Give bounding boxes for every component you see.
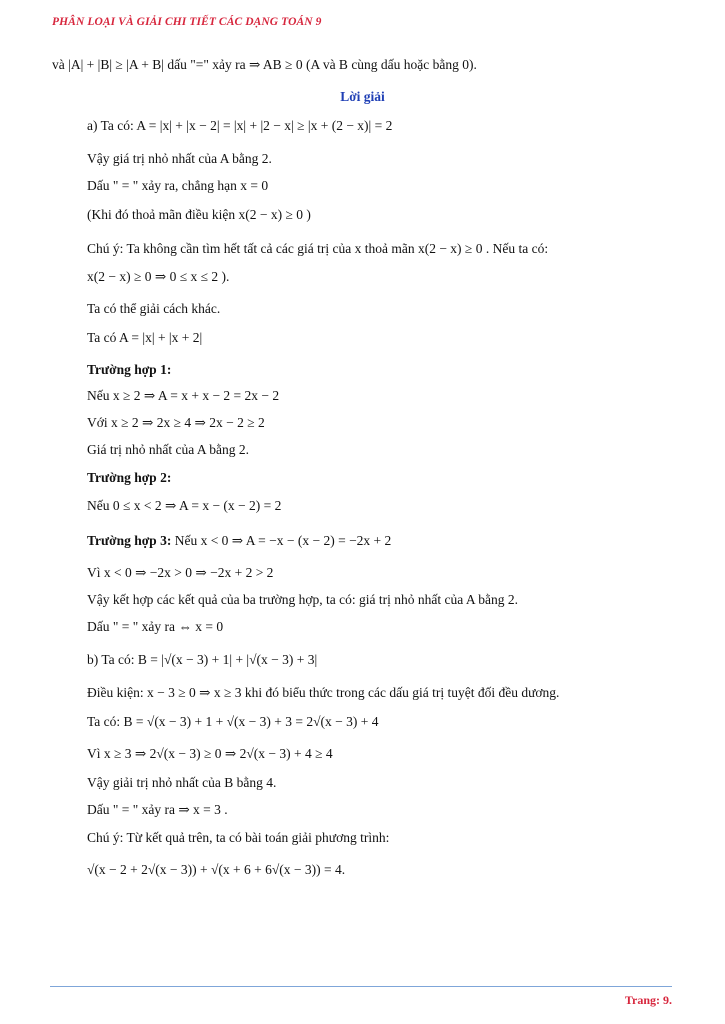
- case-heading: Trường hợp 1:: [87, 362, 172, 377]
- text-line: Dấu " = " xảy ra ⇔ x = 0: [87, 619, 224, 634]
- text-line: Nếu x ≥ 2 ⇒ A = x + x − 2 = 2x − 2: [87, 388, 280, 403]
- text-line: a) Ta có: A = |x| + |x − 2| = |x| + |2 − x| ≥ |x + (2 − x)| = 2: [87, 118, 393, 133]
- text-line: √(x − 2 + 2√(x − 3)) + √(x + 6 + 6√(x − 3)) = 4.: [87, 862, 346, 877]
- text-line: Vì x < 0 ⇒ −2x > 0 ⇒ −2x + 2 > 2: [87, 565, 274, 580]
- text-line: Dấu " = " xảy ra ⇒ x = 3 .: [87, 802, 228, 817]
- text-line: Vậy giá trị nhỏ nhất của A bằng 2.: [87, 151, 272, 166]
- text-line: (Khi đó thoả mãn điều kiện x(2 − x) ≥ 0 ): [87, 207, 311, 222]
- text-line: Giá trị nhỏ nhất của A bằng 2.: [87, 442, 249, 457]
- text-line: Chú ý: Ta không cần tìm hết tất cả các giá trị của x thoả mãn x(2 − x) ≥ 0 . Nếu ta có:: [87, 241, 549, 256]
- text-line: Vì x ≥ 3 ⇒ 2√(x − 3) ≥ 0 ⇒ 2√(x − 3) + 4 ≥ 4: [87, 746, 333, 761]
- section-title: Lời giải: [340, 89, 385, 104]
- text-line: Nếu x < 0 ⇒ A = −x − (x − 2) = −2x + 2: [174, 533, 392, 548]
- text-line: Ta có: B = √(x − 3) + 1 + √(x − 3) + 3 = 2√(x − 3) + 4: [87, 714, 379, 729]
- text-line: Điều kiện: x − 3 ≥ 0 ⇒ x ≥ 3 khi đó biểu thức trong các dấu giá trị tuyệt đối đều dương.: [87, 685, 560, 700]
- text-line: và |A| + |B| ≥ |A + B| dấu "=" xảy ra ⇒ AB ≥ 0 (A và B cùng dấu hoặc bằng 0).: [52, 57, 477, 72]
- text-line: Chú ý: Từ kết quả trên, ta có bài toán giải phương trình:: [87, 830, 390, 845]
- text-line: Vậy giải trị nhỏ nhất của B bằng 4.: [87, 775, 277, 790]
- case-3-line: [87, 533, 391, 549]
- text-line: x(2 − x) ≥ 0 ⇒ 0 ≤ x ≤ 2 ).: [87, 269, 230, 284]
- text-line: Với x ≥ 2 ⇒ 2x ≥ 4 ⇒ 2x − 2 ≥ 2: [87, 415, 265, 430]
- text-line: Nếu 0 ≤ x < 2 ⇒ A = x − (x − 2) = 2: [87, 498, 282, 513]
- text-line: Ta có thể giải cách khác.: [87, 301, 221, 316]
- page-header: PHÂN LOẠI VÀ GIẢI CHI TIẾT CÁC DẠNG TOÁN 9: [52, 16, 322, 28]
- text-line: b) Ta có: B = |√(x − 3) + 1| + |√(x − 3) + 3|: [87, 652, 318, 667]
- text-line: Dấu " = " xảy ra, chẳng hạn x = 0: [87, 178, 269, 193]
- case-heading: Trường hợp 2:: [87, 470, 172, 485]
- page-number: Trang: 9.: [624, 993, 672, 1007]
- text-line: Ta có A = |x| + |x + 2|: [87, 330, 203, 345]
- case-heading: Trường hợp 3:: [87, 533, 172, 548]
- text-line: Vậy kết hợp các kết quả của ba trường hợp, ta có: giá trị nhỏ nhất của A bằng 2.: [87, 592, 518, 607]
- footer-divider: [50, 986, 672, 987]
